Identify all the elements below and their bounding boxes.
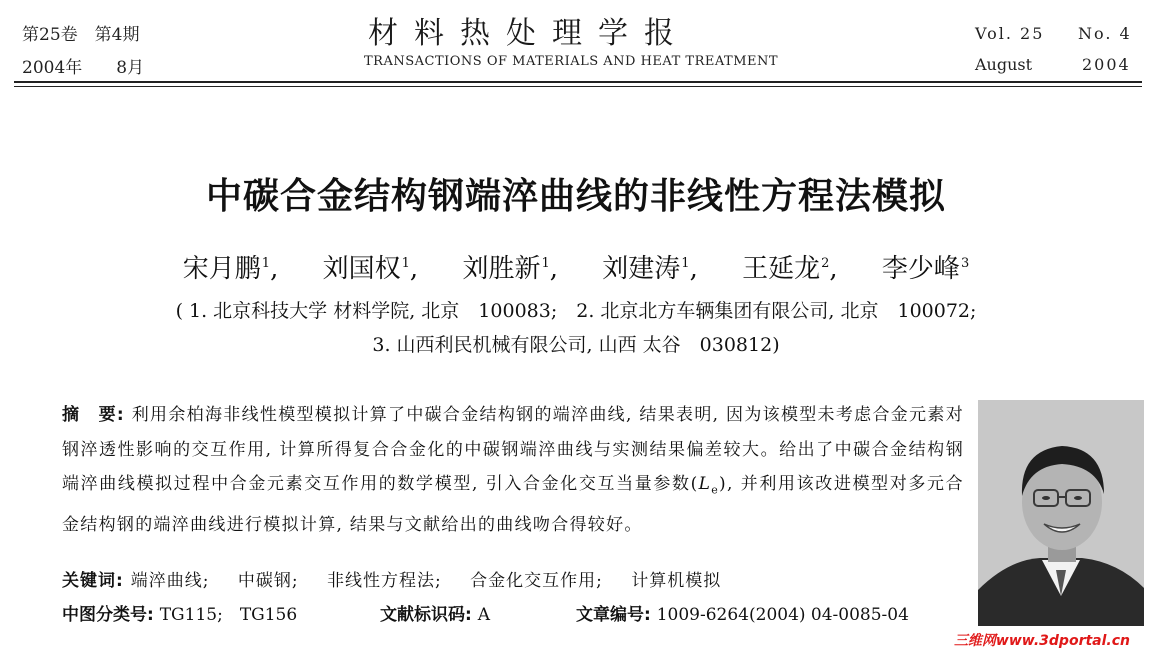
clc-number: 中图分类号: TG115; TG156 [62, 605, 298, 625]
paper-title: 中碳合金结构钢端淬曲线的非线性方程法模拟 [205, 176, 946, 217]
author: 刘建涛$^1$, [602, 254, 698, 284]
affiliation-line-1: ( 1. 北京科技大学 材料学院, 北京 100083; 2. 北京北方车辆集团有限公司, 北京 100072; [175, 300, 977, 322]
article-no-label: 文章编号 [576, 605, 644, 625]
author-photo [978, 400, 1144, 626]
doc-code-value: A [477, 605, 490, 625]
keyword: 中碳钢; [237, 571, 299, 591]
volume-issue-cn: 第25卷 第4期 [22, 25, 140, 45]
abstract-symbol: L [698, 474, 712, 494]
article-number: 文章编号: 1009-6264(2004) 04-0085-04 [576, 605, 909, 625]
article-no-value: 1009-6264(2004) 04-0085-04 [656, 605, 909, 625]
keyword: 端淬曲线; [130, 571, 210, 591]
header-rule-top [14, 81, 1142, 83]
journal-title-cn: 材料热处理学报 [368, 16, 690, 51]
header-rule-bottom [14, 86, 1142, 87]
abstract-text-2: ), 并利用该改进模型对多元合金结构钢的端淬曲线进行模拟计算, 结果与文献给出的曲线吻合得较好。 [62, 474, 964, 535]
month-en: August [975, 55, 1033, 74]
abstract-text-1: 利用余柏海非线性模型模拟计算了中碳合金结构钢的端淬曲线, 结果表明, 因为该模型未考虑合金元素对钢淬透性影响的交互作用, 计算所得复合合金化的中碳钢端淬曲线与实测结果偏差较大。给出了中碳合金结构钢端淬曲线模拟过程中合金元素交互作用的数学模型, 引入合金化交互当量参数( [62, 405, 964, 494]
doc-code-label: 文献标识码 [380, 605, 465, 625]
watermark: 三维网www.3dportal.cn [953, 633, 1130, 649]
author: 刘国权$^1$, [322, 254, 419, 284]
keyword: 计算机模拟 [631, 571, 722, 591]
volume-label: Vol. 25 [975, 24, 1045, 43]
abstract: 摘 要: 利用余柏海非线性模型模拟计算了中碳合金结构钢的端淬曲线, 结果表明, 因为该模型未考虑合金元素对钢淬透性影响的交互作用, 计算所得复合合金化的中碳钢端淬曲线与实测结果偏差较大。给出了中碳合金结构钢端淬曲线模拟过程中合金元素交互作用的数学模型, 引入合金化交互当量参数$(L_e)$, 并利用该改进模型对多元合金结构钢的端淬曲线进行模拟计算, 结果与文献给出的曲线吻合得较好。 [62, 405, 964, 535]
issue-label: No. 4 [1078, 24, 1132, 43]
author: 李少峰$^3$ [881, 254, 970, 284]
author-list [0, 248, 1152, 285]
author: 宋月鹏$^1$, [182, 254, 279, 284]
date-cn: 2004年 8月 [22, 58, 145, 78]
year: 2004 [1082, 55, 1131, 74]
keywords-label: 关键词 [62, 571, 116, 591]
author: 王延龙$^2$, [742, 254, 838, 284]
clc-value: TG115; TG156 [159, 605, 298, 625]
keywords: 关键词: 端淬曲线; 中碳钢; 非线性方程法; 合金化交互作用; 计算机模拟 [62, 571, 722, 591]
keyword: 非线性方程法; [327, 571, 442, 591]
author: 刘胜新$^1$, [462, 254, 558, 284]
abstract-label: 摘 要 [62, 405, 117, 425]
keyword: 合金化交互作用; [470, 571, 603, 591]
abstract-symbol-sub: e [711, 483, 720, 497]
clc-label: 中图分类号 [62, 605, 147, 625]
affiliation-line-2: 3. 山西利民机械有限公司, 山西 太谷 030812) [372, 334, 780, 356]
document-code: 文献标识码: A [380, 605, 490, 625]
author-portrait-image [978, 400, 1144, 626]
journal-title-en: TRANSACTIONS OF MATERIALS AND HEAT TREATMENT [364, 54, 779, 69]
